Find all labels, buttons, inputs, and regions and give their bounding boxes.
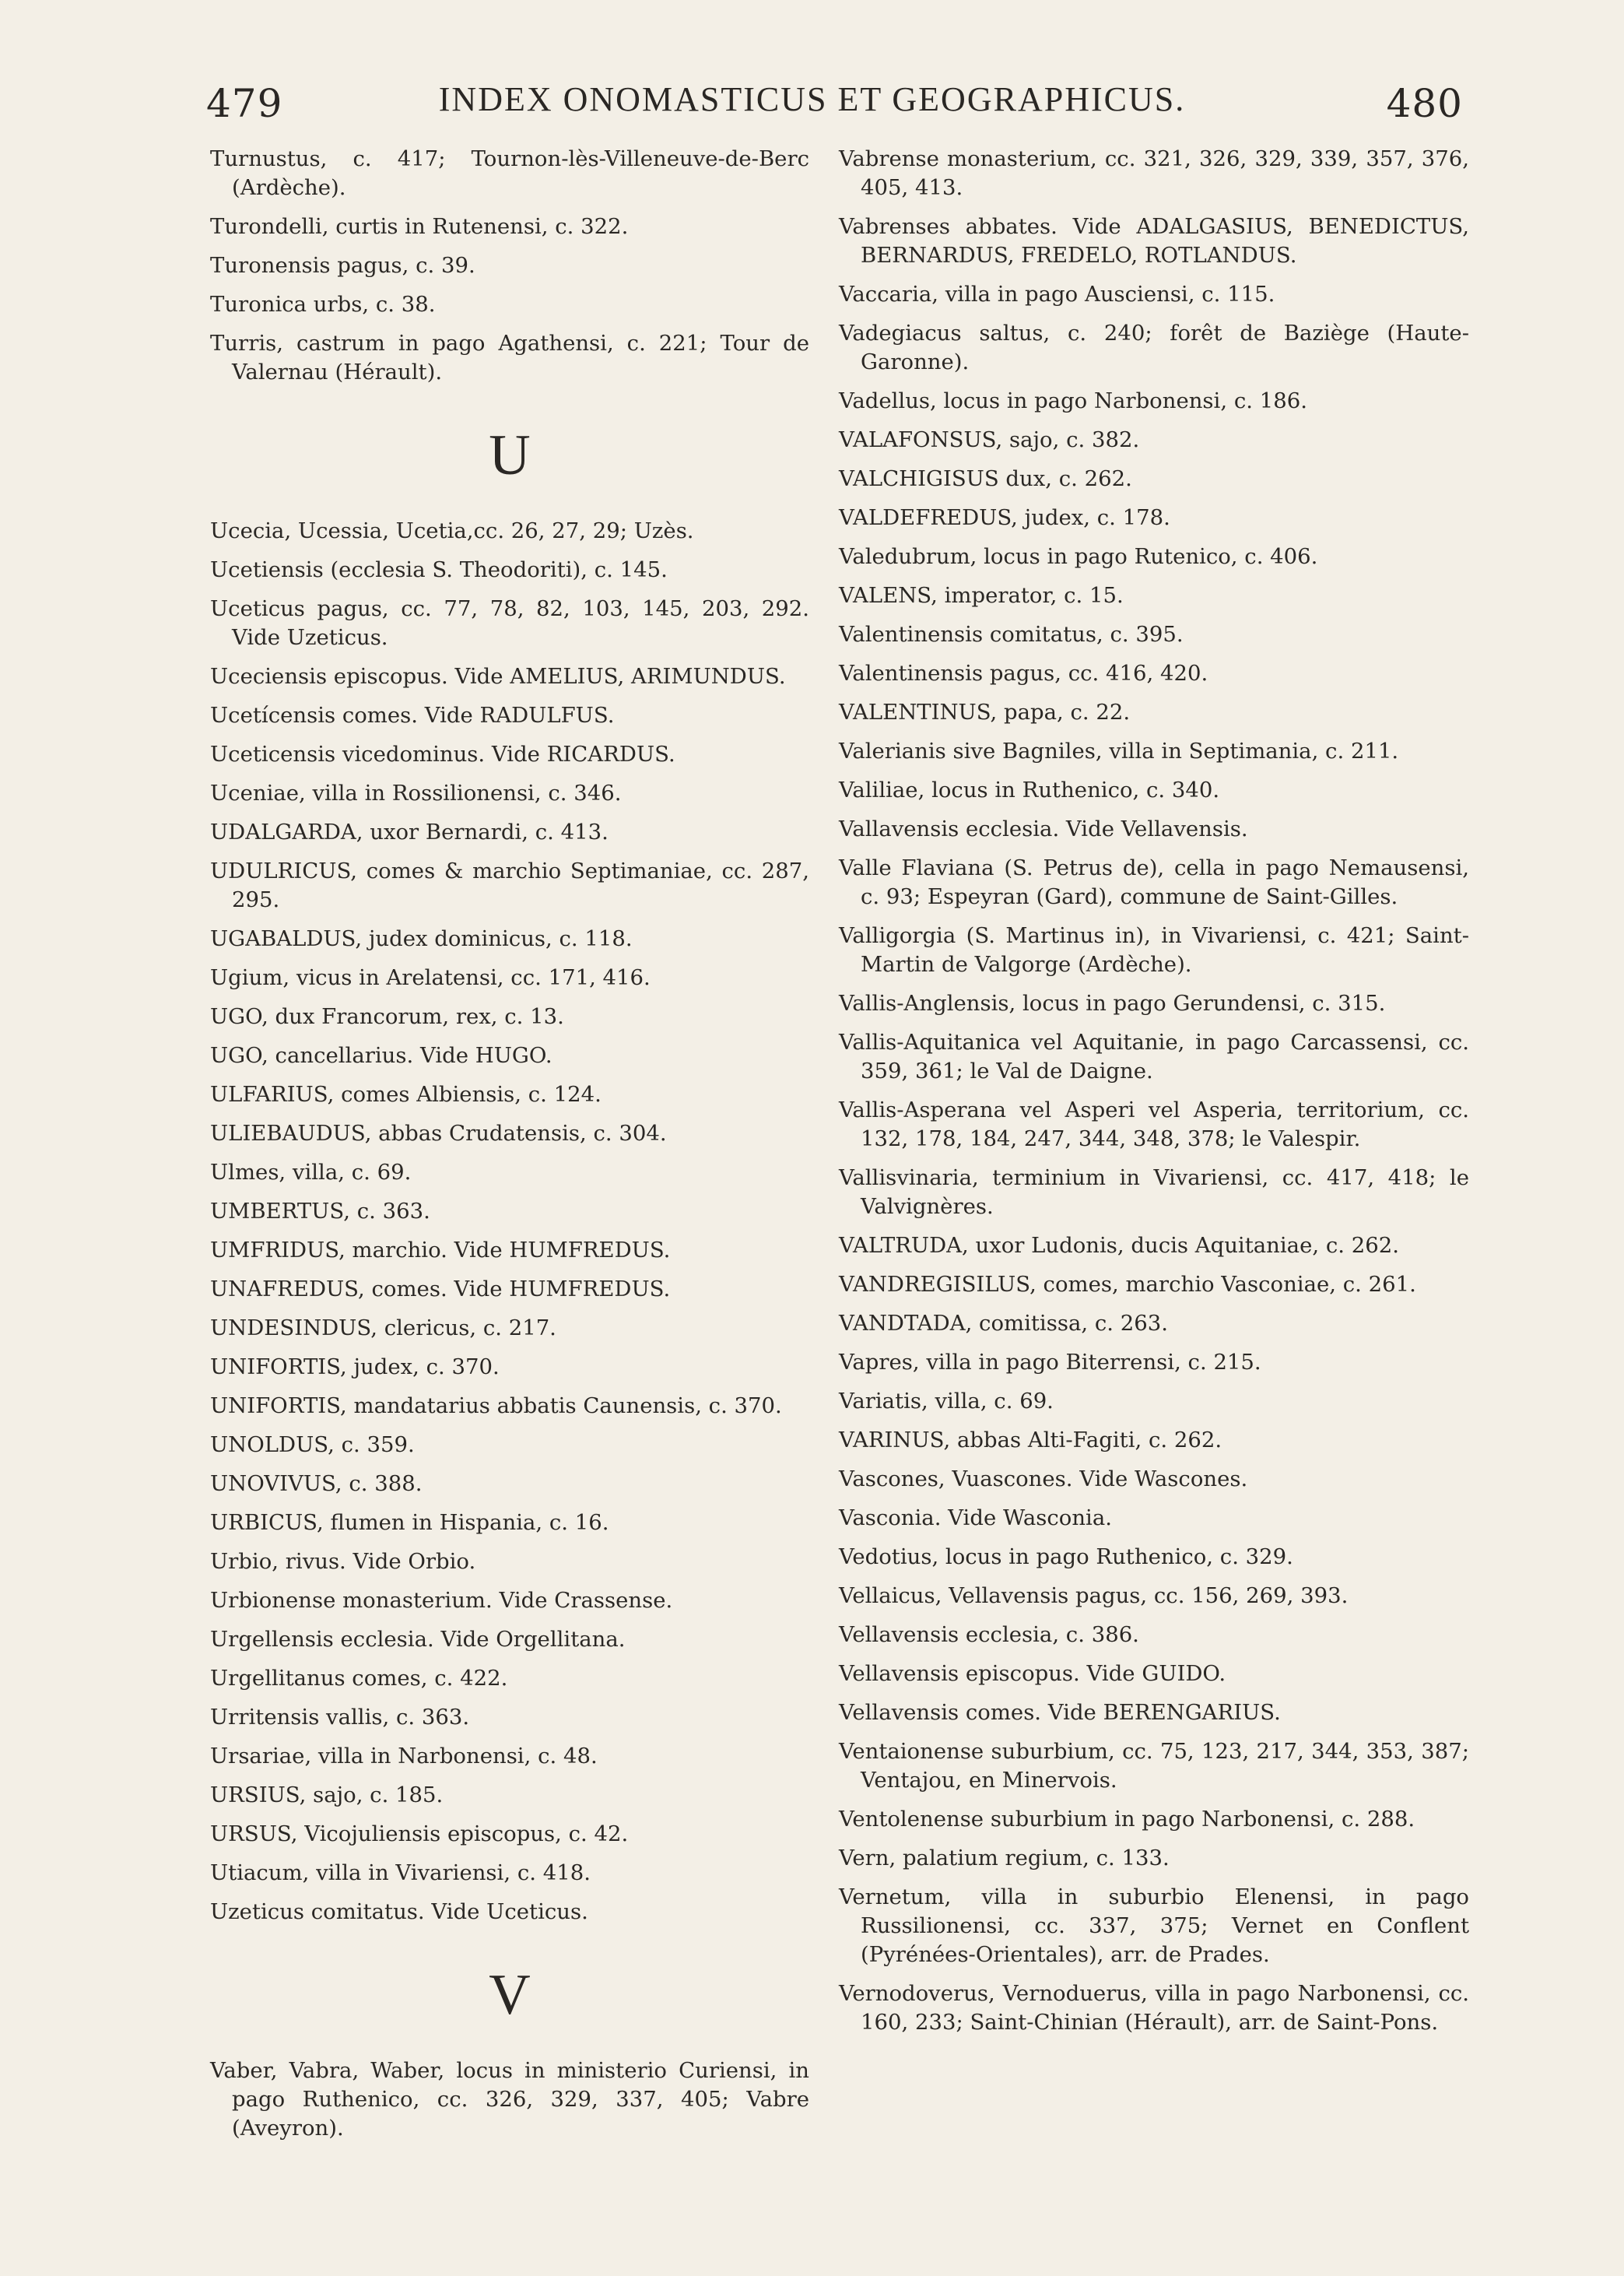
page-number-left: 479	[206, 81, 283, 126]
index-entry: Vernodoverus, Vernoduerus, villa in pago Narbonensi, cc. 160, 233; Saint-Chinian (Hérault), arr. de Saint-Pons.	[839, 1981, 1469, 2035]
index-entry: UDALGARDA, uxor Bernardi, c. 413.	[210, 820, 609, 845]
index-entry: Vallavensis ecclesia. Vide Vellavensis.	[839, 817, 1248, 841]
index-entry: Turonensis pagus, c. 39.	[210, 253, 475, 278]
index-entry: Valentinensis comitatus, c. 395.	[839, 622, 1184, 647]
page-number-right: 480	[1386, 81, 1463, 126]
section-letter: U	[489, 423, 531, 487]
index-entry: Turnustus, c. 417; Tournon-lès-Villeneuve-de-Berc (Ardèche).	[210, 146, 809, 200]
index-entry: Vellavensis episcopus. Vide GUIDO.	[839, 1661, 1226, 1686]
index-entry: Uceniae, villa in Rossilionensi, c. 346.	[210, 781, 622, 806]
index-entry: Vadellus, locus in pago Narbonensi, c. 186.	[839, 388, 1307, 413]
page-title: INDEX ONOMASTICUS ET GEOGRAPHICUS.	[438, 80, 1186, 118]
index-entry: Uceciensis episcopus. Vide AMELIUS, ARIMUNDUS.	[210, 664, 786, 689]
index-entry: UDULRICUS, comes & marchio Septimaniae, cc. 287, 295.	[210, 859, 809, 912]
index-entry: VALTRUDA, uxor Ludonis, ducis Aquitaniae, c. 262.	[839, 1233, 1399, 1258]
index-entry: Urgellitanus comes, c. 422.	[210, 1666, 508, 1691]
index-entry: UMFRIDUS, marchio. Vide HUMFREDUS.	[210, 1238, 671, 1263]
index-entry: Valedubrum, locus in pago Rutenico, c. 406.	[839, 544, 1318, 569]
index-entry: Valentinensis pagus, cc. 416, 420.	[839, 661, 1208, 686]
index-entry: Vadegiacus saltus, c. 240; forêt de Baziège (Haute-Garonne).	[839, 321, 1469, 374]
index-entry: Vallisvinaria, terminium in Vivariensi, cc. 417, 418; le Valvignères.	[839, 1165, 1469, 1219]
index-entry: Uceticus pagus, cc. 77, 78, 82, 103, 145, 203, 292. Vide Uzeticus.	[210, 596, 809, 650]
index-entry: URSIUS, sajo, c. 185.	[210, 1783, 444, 1807]
index-entry: Valiliae, locus in Ruthenico, c. 340.	[839, 778, 1220, 803]
index-entry: Turonica urbs, c. 38.	[210, 292, 436, 317]
index-entry: VARINUS, abbas Alti-Fagiti, c. 262.	[839, 1428, 1222, 1452]
index-entry: Ulmes, villa, c. 69.	[210, 1160, 412, 1185]
index-entry: Ucecia, Ucessia, Ucetia,cc. 26, 27, 29; Uzès.	[210, 518, 694, 543]
index-entry: UNAFREDUS, comes. Vide HUMFREDUS.	[210, 1277, 671, 1301]
index-entry: UNDESINDUS, clericus, c. 217.	[210, 1315, 556, 1340]
index-entry: ULFARIUS, comes Albiensis, c. 124.	[210, 1082, 602, 1107]
index-entry: Urbio, rivus. Vide Orbio.	[210, 1549, 476, 1574]
index-entry: Vapres, villa in pago Biterrensi, c. 215.	[839, 1350, 1261, 1375]
index-entry: UNIFORTIS, mandatarius abbatis Caunensis, c. 370.	[210, 1393, 782, 1418]
index-entry: Turondelli, curtis in Rutenensi, c. 322.	[210, 214, 629, 239]
section-letter: V	[489, 1963, 531, 2027]
index-entry: Variatis, villa, c. 69.	[839, 1389, 1054, 1414]
index-entry: Vasconia. Vide Wasconia.	[839, 1505, 1112, 1530]
index-entry: Turris, castrum in pago Agathensi, c. 221; Tour de Valernau (Hérault).	[210, 331, 809, 385]
index-entry: UNIFORTIS, judex, c. 370.	[210, 1354, 500, 1379]
index-entry: Urritensis vallis, c. 363.	[210, 1705, 470, 1730]
index-entry: Vallis-Aquitanica vel Aquitanie, in pago Carcassensi, cc. 359, 361; le Val de Daigne.	[839, 1030, 1469, 1084]
index-entry: VALCHIGISUS dux, c. 262.	[839, 466, 1132, 491]
index-entry: Vallis-Anglensis, locus in pago Gerundensi, c. 315.	[839, 991, 1386, 1016]
index-entry: Valligorgia (S. Martinus in), in Vivariensi, c. 421; Saint-Martin de Valgorge (Ardèche).	[839, 923, 1469, 977]
index-entry: UNOLDUS, c. 359.	[210, 1432, 415, 1457]
index-entry: Valerianis sive Bagniles, villa in Septimania, c. 211.	[839, 739, 1399, 764]
index-entry: Vabrenses abbates. Vide ADALGASIUS, BENEDICTUS, BERNARDUS, FREDELO, ROTLANDUS.	[839, 214, 1469, 268]
index-entry: VANDREGISILUS, comes, marchio Vasconiae, c. 261.	[839, 1272, 1416, 1297]
index-entry: Utiacum, villa in Vivariensi, c. 418.	[210, 1860, 591, 1885]
right-column	[839, 145, 1469, 2047]
index-entry: ULIEBAUDUS, abbas Crudatensis, c. 304.	[210, 1121, 667, 1146]
index-entry: Urbionense monasterium. Vide Crassense.	[210, 1588, 673, 1613]
index-entry: Vaccaria, villa in pago Ausciensi, c. 115.	[839, 282, 1275, 307]
index-entry: UGO, dux Francorum, rex, c. 13.	[210, 1004, 564, 1029]
index-entry: URBICUS, flumen in Hispania, c. 16.	[210, 1510, 609, 1535]
index-entry: Vallis-Asperana vel Asperi vel Asperia, territorium, cc. 132, 178, 184, 247, 344, 348, 378; le Valespir.	[839, 1098, 1469, 1151]
index-entry: Vedotius, locus in pago Ruthenico, c. 329.	[839, 1544, 1293, 1569]
left-column	[210, 145, 809, 2153]
index-entry: Vernetum, villa in suburbio Elenensi, in pago Russilionensi, cc. 337, 375; Vernet en Conflent (Pyrénées-Orientales), arr. de Prades.	[839, 1884, 1469, 1967]
index-entry: Uzeticus comitatus. Vide Uceticus.	[210, 1899, 588, 1924]
index-entry: Ucetícensis comes. Vide RADULFUS.	[210, 703, 615, 728]
index-entry: Vern, palatium regium, c. 133.	[839, 1846, 1170, 1870]
index-entry: URSUS, Vicojuliensis episcopus, c. 42.	[210, 1821, 629, 1846]
index-entry: Vellavensis comes. Vide BERENGARIUS.	[839, 1700, 1281, 1725]
index-entry: UNOVIVUS, c. 388.	[210, 1471, 423, 1496]
index-entry: Ucetiensis (ecclesia S. Theodoriti), c. 145.	[210, 557, 668, 582]
index-entry: Urgellensis ecclesia. Vide Orgellitana.	[210, 1627, 626, 1652]
index-entry: Vascones, Vuascones. Vide Wascones.	[839, 1466, 1248, 1491]
index-entry: VALDEFREDUS, judex, c. 178.	[839, 505, 1170, 530]
index-entry: Valle Flaviana (S. Petrus de), cella in pago Nemausensi, c. 93; Espeyran (Gard), commune de Saint-Gilles.	[839, 855, 1469, 909]
index-entry: VANDTADA, comitissa, c. 263.	[839, 1311, 1168, 1336]
index-entry: UGO, cancellarius. Vide HUGO.	[210, 1043, 552, 1068]
index-entry: Ventaionense suburbium, cc. 75, 123, 217, 344, 353, 387; Ventajou, en Minervois.	[839, 1739, 1469, 1793]
index-entry: VALAFONSUS, sajo, c. 382.	[839, 427, 1140, 452]
index-entry: UGABALDUS, judex dominicus, c. 118.	[210, 926, 633, 951]
index-entry: VALENS, imperator, c. 15.	[839, 583, 1124, 608]
index-entry: Uceticensis vicedominus. Vide RICARDUS.	[210, 742, 675, 767]
index-entry: Vellavensis ecclesia, c. 386.	[839, 1622, 1139, 1647]
index-entry: Ventolenense suburbium in pago Narbonensi, c. 288.	[839, 1807, 1415, 1832]
index-entry: Ursariae, villa in Narbonensi, c. 48.	[210, 1744, 598, 1768]
index-entry: Vaber, Vabra, Waber, locus in ministerio Curiensi, in pago Ruthenico, cc. 326, 329, 337, 405; Vabre (Aveyron).	[210, 2058, 809, 2141]
index-entry: VALENTINUS, papa, c. 22.	[839, 700, 1131, 725]
index-entry: Vabrense monasterium, cc. 321, 326, 329, 339, 357, 376, 405, 413.	[839, 146, 1469, 200]
index-entry: Ugium, vicus in Arelatensi, cc. 171, 416.	[210, 965, 651, 990]
index-entry: Vellaicus, Vellavensis pagus, cc. 156, 269, 393.	[839, 1583, 1349, 1608]
index-entry: UMBERTUS, c. 363.	[210, 1199, 430, 1224]
